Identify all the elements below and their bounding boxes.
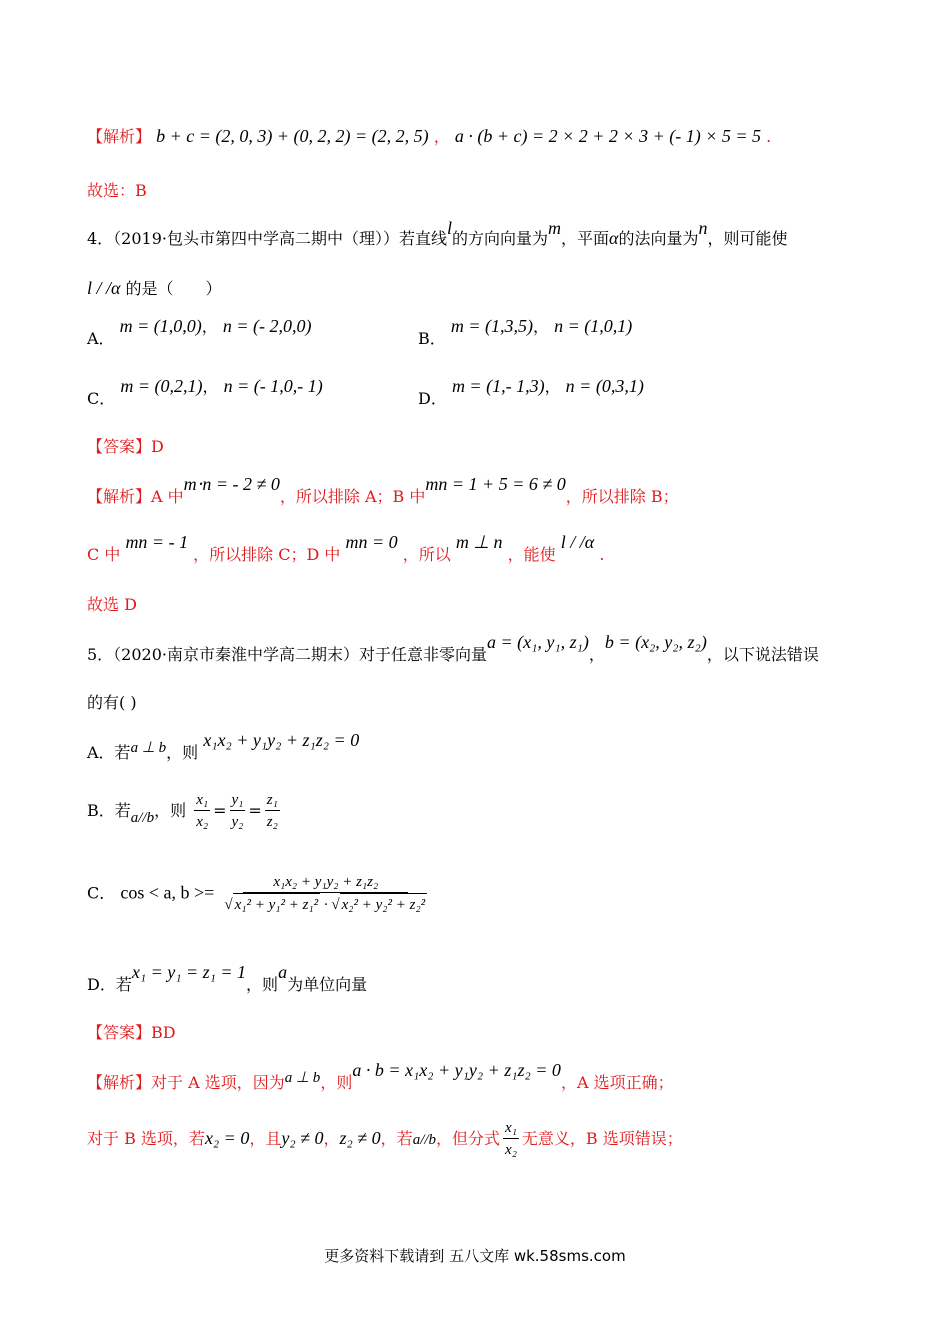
option-letter: B． [418,329,446,348]
math-expression: m = (0,2,1) [120,376,203,396]
math-expression: a = (x₁, y₁, z₁) [487,632,589,652]
analysis-text: 对于 B 选项，若 [87,1129,205,1148]
q5-option-a[interactable] [87,728,360,762]
q5-option-c[interactable] [87,872,432,916]
math-expression: m ⊥ n [455,532,503,552]
math-expression: m = (1,3,5) [450,316,533,336]
analysis-text: ，所以 [402,545,451,564]
analysis-text: ，所以排除 A；B 中 [279,487,426,506]
math-expression: mn = 0 [345,532,398,552]
math-symbol: α [609,228,619,248]
math-expression: a · (b + c) = 2 × 2 + 2 × 3 + (- 1) × 5 = 5 [454,126,761,146]
analysis-text: ，若 [380,1129,413,1148]
sqrt-term: x₂² + y₂² + z₂² [340,893,428,916]
question-4-stem [87,218,788,249]
option-letter: C． [87,389,116,408]
math-expression: a ⊥ b [284,1070,321,1086]
option-text: ，则 [154,801,187,820]
option-text: C． [87,883,116,903]
analysis-q5-line2 [87,1118,683,1161]
sqrt-term: x₁² + y₁² + z₁² [233,893,321,916]
math-expression: n = (0,3,1) [565,376,644,396]
separator: ， [433,127,450,146]
stem-text: ，则可能使 [707,229,788,248]
footer-text[interactable]: 更多资料下载请到 五八文库 wk.58sms.com [324,1247,626,1265]
analysis-label: 【解析】 [87,127,152,146]
analysis-line-q3 [87,124,771,147]
answer-q5: 【答案】BD [87,1023,176,1042]
math-symbol: a [278,962,288,982]
fraction [222,872,429,916]
question-4-stem-2 [87,276,222,299]
math-expression: n = (1,0,1) [554,316,633,336]
math-symbol: m [548,218,562,238]
analysis-text: ，且 [249,1129,282,1148]
math-expression: a ⊥ b [130,740,167,756]
math-expression: l / /α [560,532,595,552]
analysis-text: ，所以排除 C；D 中 [193,545,341,564]
math-expression: n = (- 2,0,0) [222,316,312,336]
math-expression: a · b = x₁x₂ + y₁y₂ + z₁z₂ = 0 [352,1060,561,1080]
option-text: ，则 [246,975,279,994]
math-symbol: l [447,218,453,238]
math-expression: m = (1,- 1,3) [451,376,545,396]
option-text: 为单位向量 [287,975,368,994]
choice-q4: 故选 D [87,595,137,614]
fraction [503,1118,519,1161]
option-d[interactable]: D． m = (1,- 1,3)， n = (0,3,1) [418,376,644,408]
analysis-text: 无意义，B 选项错误； [521,1129,683,1148]
math-expression: a//b [412,1132,437,1148]
denominator: y₂ [231,814,244,830]
analysis-text: ，所以排除 B； [565,487,679,506]
denominator: x₂ [505,1142,517,1158]
q5-option-b[interactable]: B．若a//b，则 $\frac{\text{x₁}}{\text{x₂}}$ = $\frac{\text{y₁}}{\text{y₂}}$ = $\frac{\text{z₁}}{\text{z₂}}$ [87,790,283,833]
denominator: x₂ [196,814,209,830]
fraction [230,790,246,833]
math-expression: n = (- 1,0,- 1) [223,376,323,396]
option-text: A．若 [87,743,131,762]
fraction [265,790,280,833]
stem-text: 的方向向量为 [452,229,549,248]
question-5-stem [87,630,819,664]
period: . [766,127,772,146]
math-symbol: n [698,218,708,238]
numerator: x₁ [503,1118,519,1139]
math-expression: x₁x₂ + y₁y₂ + z₁z₂ = 0 [203,730,360,750]
stem-text: 的法向量为 [618,229,699,248]
analysis-text: C 中 [87,545,121,564]
option-letter: A． [87,329,115,348]
math-expression: z₂ ≠ 0 [339,1128,381,1148]
stem-text: ，平面 [561,229,610,248]
analysis-q4-line1 [87,472,679,506]
analysis-text: ，能使 [507,545,556,564]
option-c[interactable]: C． m = (0,2,1)， n = (- 1,0,- 1) [87,376,323,408]
math-expression: mn = - 1 [125,532,189,552]
numerator: y₁ [230,790,246,811]
stem-text: 的是（ ） [125,279,222,298]
fraction [194,790,210,833]
math-expression: x₁ = y₁ = z₁ = 1 [131,962,247,982]
answer-q4: 【答案】D [87,437,164,456]
question-5-stem-2: 的有( ) [87,693,137,712]
analysis-text: ，A 选项正确； [560,1073,674,1092]
analysis-q5-line1 [87,1058,674,1092]
analysis-label: 【解析】对于 A 选项，因为 [87,1073,285,1092]
math-expression: a//b [130,810,155,826]
math-expression: m = (1,0,0) [119,316,202,336]
stem-text: 5．（2020·南京市秦淮中学高二期末）对于任意非零向量 [87,645,487,664]
math-expression: y₂ ≠ 0 [281,1128,324,1148]
analysis-text: ，则 [320,1073,353,1092]
math-expression: x₂ = 0 [204,1128,250,1148]
option-text: D．若 [87,975,132,994]
math-expression: m⋅n = - 2 ≠ 0 [183,474,280,494]
choice-line-q3: 故选：B [87,181,147,200]
q5-option-d[interactable] [87,960,368,994]
math-expression: mn = 1 + 5 = 6 ≠ 0 [425,474,566,494]
analysis-label: 【解析】A 中 [87,487,184,506]
math-expression: l / /α [87,278,121,298]
option-letter: D． [418,389,447,408]
stem-text: ，以下说法错误 [706,645,819,664]
option-a[interactable]: A． m = (1,0,0)， n = (- 2,0,0) [87,316,312,348]
math-expression: cos < a, b >= [120,882,215,903]
stem-text: 4．（2019·包头市第四中学高二期中（理））若直线 [87,229,447,248]
math-expression: b = (x₂, y₂, z₂) [604,632,707,652]
numerator: z₁ [265,790,280,811]
analysis-text: ，但分式 [436,1129,501,1148]
separator: ， [588,645,605,664]
numerator: x₁ [194,790,210,811]
numerator: x₁x₂ + y₁y₂ + z₁z₂ [243,872,408,893]
option-b[interactable]: B． m = (1,3,5)， n = (1,0,1) [418,316,633,348]
analysis-text: . [599,545,605,564]
analysis-text: ， [323,1129,340,1148]
denominator: √ x₁² + y₁² + z₁² · √ x₂² + y₂² + z₂² [222,893,429,916]
option-text: B．若 [87,801,131,820]
math-expression: b + c = (2, 0, 3) + (0, 2, 2) = (2, 2, 5) [156,126,429,146]
analysis-q4-line2 [87,530,605,564]
option-text: ，则 [166,743,199,762]
denominator: z₂ [266,814,278,830]
